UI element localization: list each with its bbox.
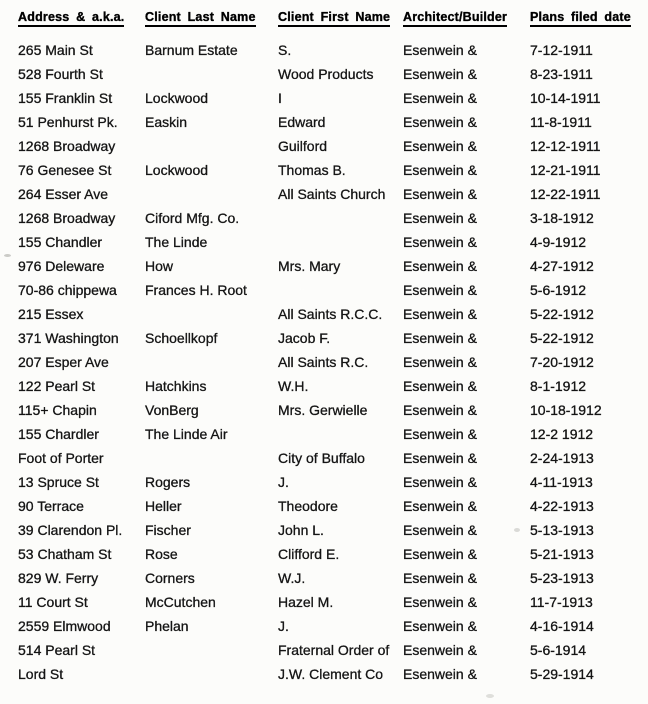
cell-architect: Esenwein & xyxy=(403,186,477,202)
cell-first_name: John L. xyxy=(278,522,324,538)
cell-last_name: Ciford Mfg. Co. xyxy=(145,210,240,226)
cell-date_filed: 12-2 1912 xyxy=(530,426,594,442)
cell-date_filed: 10-18-1912 xyxy=(530,402,602,418)
cell-last_name: Corners xyxy=(145,570,195,586)
cell-address: 215 Essex xyxy=(18,306,84,322)
cell-date_filed: 4-9-1912 xyxy=(530,234,587,250)
cell-last_name: Frances H. Root xyxy=(145,282,247,298)
cell-first_name: All Saints R.C. xyxy=(278,354,369,370)
cell-architect: Esenwein & xyxy=(403,642,477,658)
cell-date_filed: 5-6-1912 xyxy=(530,282,587,298)
cell-date_filed: 4-16-1914 xyxy=(530,618,594,634)
cell-last_name: Easkin xyxy=(145,114,188,130)
scan-speck xyxy=(514,528,520,532)
cell-last_name: How xyxy=(145,258,174,274)
table-row xyxy=(18,158,648,182)
cell-first_name: J. xyxy=(278,474,289,490)
cell-last_name: McCutchen xyxy=(145,594,216,610)
cell-architect: Esenwein & xyxy=(403,330,477,346)
cell-first_name: Edward xyxy=(278,114,326,130)
cell-first_name: Jacob F. xyxy=(278,330,331,346)
cell-last_name: Lockwood xyxy=(145,90,209,106)
cell-architect: Esenwein & xyxy=(403,258,477,274)
scan-speck xyxy=(486,694,494,698)
cell-last_name: The Linde xyxy=(145,234,208,250)
cell-architect: Esenwein & xyxy=(403,90,477,106)
cell-address: 2559 Elmwood xyxy=(18,618,111,634)
table-row xyxy=(18,326,648,350)
cell-address: Foot of Porter xyxy=(18,450,104,466)
table-header xyxy=(18,8,648,26)
cell-date_filed: 8-23-1911 xyxy=(530,66,593,82)
table-row xyxy=(18,206,648,230)
cell-date_filed: 4-27-1912 xyxy=(530,258,594,274)
cell-address: 122 Pearl St xyxy=(18,378,96,394)
cell-first_name: W.J. xyxy=(278,570,306,586)
cell-first_name: Thomas B. xyxy=(278,162,346,178)
cell-address: 90 Terrace xyxy=(18,498,84,514)
cell-date_filed: 5-22-1912 xyxy=(530,330,594,346)
table-row xyxy=(18,254,648,278)
cell-last_name: Lockwood xyxy=(145,162,209,178)
cell-architect: Esenwein & xyxy=(403,210,477,226)
table-row xyxy=(18,230,648,254)
cell-date_filed: 5-29-1914 xyxy=(530,666,594,682)
cell-date_filed: 12-22-1911 xyxy=(530,186,601,202)
cell-address: 11 Court St xyxy=(18,594,88,610)
cell-address: 51 Penhurst Pk. xyxy=(18,114,118,130)
cell-first_name: Mrs. Mary xyxy=(278,258,341,274)
header-cell-architect xyxy=(403,8,530,27)
cell-architect: Esenwein & xyxy=(403,474,477,490)
cell-first_name: All Saints Church xyxy=(278,186,386,202)
cell-date_filed: 2-24-1913 xyxy=(530,450,594,466)
cell-last_name: Rogers xyxy=(145,474,191,490)
table-body xyxy=(18,38,648,686)
table-row xyxy=(18,518,648,542)
cell-address: 528 Fourth St xyxy=(18,66,103,82)
cell-architect: Esenwein & xyxy=(403,450,477,466)
cell-architect: Esenwein & xyxy=(403,402,477,418)
header-cell-last-name xyxy=(145,8,278,27)
cell-architect: Esenwein & xyxy=(403,234,477,250)
cell-last_name: The Linde Air xyxy=(145,426,228,442)
table-row xyxy=(18,662,648,686)
cell-date_filed: 8-1-1912 xyxy=(530,378,587,394)
cell-date_filed: 12-12-1911 xyxy=(530,138,601,154)
cell-address: 115+ Chapin xyxy=(18,402,97,418)
table-row xyxy=(18,110,648,134)
cell-architect: Esenwein & xyxy=(403,282,477,298)
table-row xyxy=(18,134,648,158)
cell-architect: Esenwein & xyxy=(403,378,477,394)
cell-first_name: Guilford xyxy=(278,138,328,154)
cell-architect: Esenwein & xyxy=(403,354,477,370)
cell-last_name: Phelan xyxy=(145,618,189,634)
cell-first_name: Hazel M. xyxy=(278,594,334,610)
cell-address: 829 W. Ferry xyxy=(18,570,99,586)
cell-first_name: Fraternal Order of xyxy=(278,642,390,658)
table-row xyxy=(18,494,648,518)
header-cell-first-name xyxy=(278,8,403,27)
cell-architect: Esenwein & xyxy=(403,426,477,442)
cell-architect: Esenwein & xyxy=(403,306,477,322)
cell-address: 70-86 chippewa xyxy=(18,282,117,298)
cell-last_name: VonBerg xyxy=(145,402,199,418)
column-header-architect: Architect/Builder xyxy=(403,10,507,27)
cell-first_name: J.W. Clement Co xyxy=(278,666,384,682)
cell-date_filed: 5-6-1914 xyxy=(530,642,587,658)
cell-last_name: Rose xyxy=(145,546,178,562)
table-row xyxy=(18,374,648,398)
cell-address: Lord St xyxy=(18,666,64,682)
column-header-first-name: Client First Name xyxy=(278,10,390,27)
cell-date_filed: 12-21-1911 xyxy=(530,162,601,178)
table-row xyxy=(18,38,648,62)
cell-address: 976 Deleware xyxy=(18,258,105,274)
cell-architect: Esenwein & xyxy=(403,162,477,178)
table-row xyxy=(18,422,648,446)
table-row xyxy=(18,470,648,494)
cell-architect: Esenwein & xyxy=(403,594,477,610)
cell-address: 76 Genesee St xyxy=(18,162,112,178)
cell-date_filed: 5-22-1912 xyxy=(530,306,594,322)
cell-architect: Esenwein & xyxy=(403,114,477,130)
cell-first_name: All Saints R.C.C. xyxy=(278,306,383,322)
column-header-last-name: Client Last Name xyxy=(145,10,256,27)
cell-date_filed: 5-21-1913 xyxy=(530,546,594,562)
cell-architect: Esenwein & xyxy=(403,546,477,562)
header-cell-address xyxy=(18,8,145,27)
cell-address: 13 Spruce St xyxy=(18,474,99,490)
scan-speck xyxy=(4,254,11,257)
table-row xyxy=(18,62,648,86)
cell-architect: Esenwein & xyxy=(403,570,477,586)
cell-architect: Esenwein & xyxy=(403,522,477,538)
cell-first_name: Theodore xyxy=(278,498,338,514)
cell-address: 1268 Broadway xyxy=(18,138,116,154)
table-row xyxy=(18,542,648,566)
cell-architect: Esenwein & xyxy=(403,66,477,82)
cell-address: 264 Esser Ave xyxy=(18,186,109,202)
cell-last_name: Schoellkopf xyxy=(145,330,218,346)
table-row xyxy=(18,278,648,302)
cell-address: 155 Franklin St xyxy=(18,90,113,106)
cell-date_filed: 11-7-1913 xyxy=(530,594,593,610)
cell-architect: Esenwein & xyxy=(403,498,477,514)
cell-first_name: J. xyxy=(278,618,289,634)
table-row xyxy=(18,398,648,422)
cell-date_filed: 11-8-1911 xyxy=(530,114,592,130)
cell-first_name: S. xyxy=(278,42,292,58)
cell-first_name: I xyxy=(278,90,282,106)
table-row xyxy=(18,614,648,638)
cell-address: 265 Main St xyxy=(18,42,93,58)
cell-address: 514 Pearl St xyxy=(18,642,96,658)
cell-architect: Esenwein & xyxy=(403,618,477,634)
table-row xyxy=(18,566,648,590)
cell-architect: Esenwein & xyxy=(403,138,477,154)
column-header-date-filed: Plans filed date xyxy=(530,10,631,27)
table-row xyxy=(18,86,648,110)
cell-date_filed: 5-23-1913 xyxy=(530,570,594,586)
cell-date_filed: 10-14-1911 xyxy=(530,90,601,106)
table-row xyxy=(18,302,648,326)
cell-address: 39 Clarendon Pl. xyxy=(18,522,123,538)
cell-address: 155 Chandler xyxy=(18,234,103,250)
table-row xyxy=(18,446,648,470)
cell-date_filed: 3-18-1912 xyxy=(530,210,594,226)
cell-date_filed: 4-22-1913 xyxy=(530,498,594,514)
table-row xyxy=(18,590,648,614)
cell-first_name: Mrs. Gerwielle xyxy=(278,402,368,418)
cell-architect: Esenwein & xyxy=(403,42,477,58)
cell-date_filed: 5-13-1913 xyxy=(530,522,594,538)
cell-last_name: Heller xyxy=(145,498,182,514)
cell-last_name: Hatchkins xyxy=(145,378,207,394)
cell-last_name: Barnum Estate xyxy=(145,42,238,58)
cell-date_filed: 7-12-1911 xyxy=(530,42,593,58)
cell-date_filed: 7-20-1912 xyxy=(530,354,594,370)
cell-date_filed: 4-11-1913 xyxy=(530,474,593,490)
table-row xyxy=(18,350,648,374)
cell-address: 1268 Broadway xyxy=(18,210,116,226)
table-row xyxy=(18,638,648,662)
cell-address: 155 Chardler xyxy=(18,426,99,442)
column-header-address: Address & a.k.a. xyxy=(18,10,124,27)
cell-architect: Esenwein & xyxy=(403,666,477,682)
cell-first_name: W.H. xyxy=(278,378,309,394)
header-cell-date-filed xyxy=(530,8,648,27)
cell-first_name: Clifford E. xyxy=(278,546,340,562)
table-row xyxy=(18,182,648,206)
cell-last_name: Fischer xyxy=(145,522,191,538)
cell-address: 207 Esper Ave xyxy=(18,354,109,370)
cell-first_name: City of Buffalo xyxy=(278,450,365,466)
cell-address: 53 Chatham St xyxy=(18,546,112,562)
cell-first_name: Wood Products xyxy=(278,66,374,82)
cell-address: 371 Washington xyxy=(18,330,119,346)
